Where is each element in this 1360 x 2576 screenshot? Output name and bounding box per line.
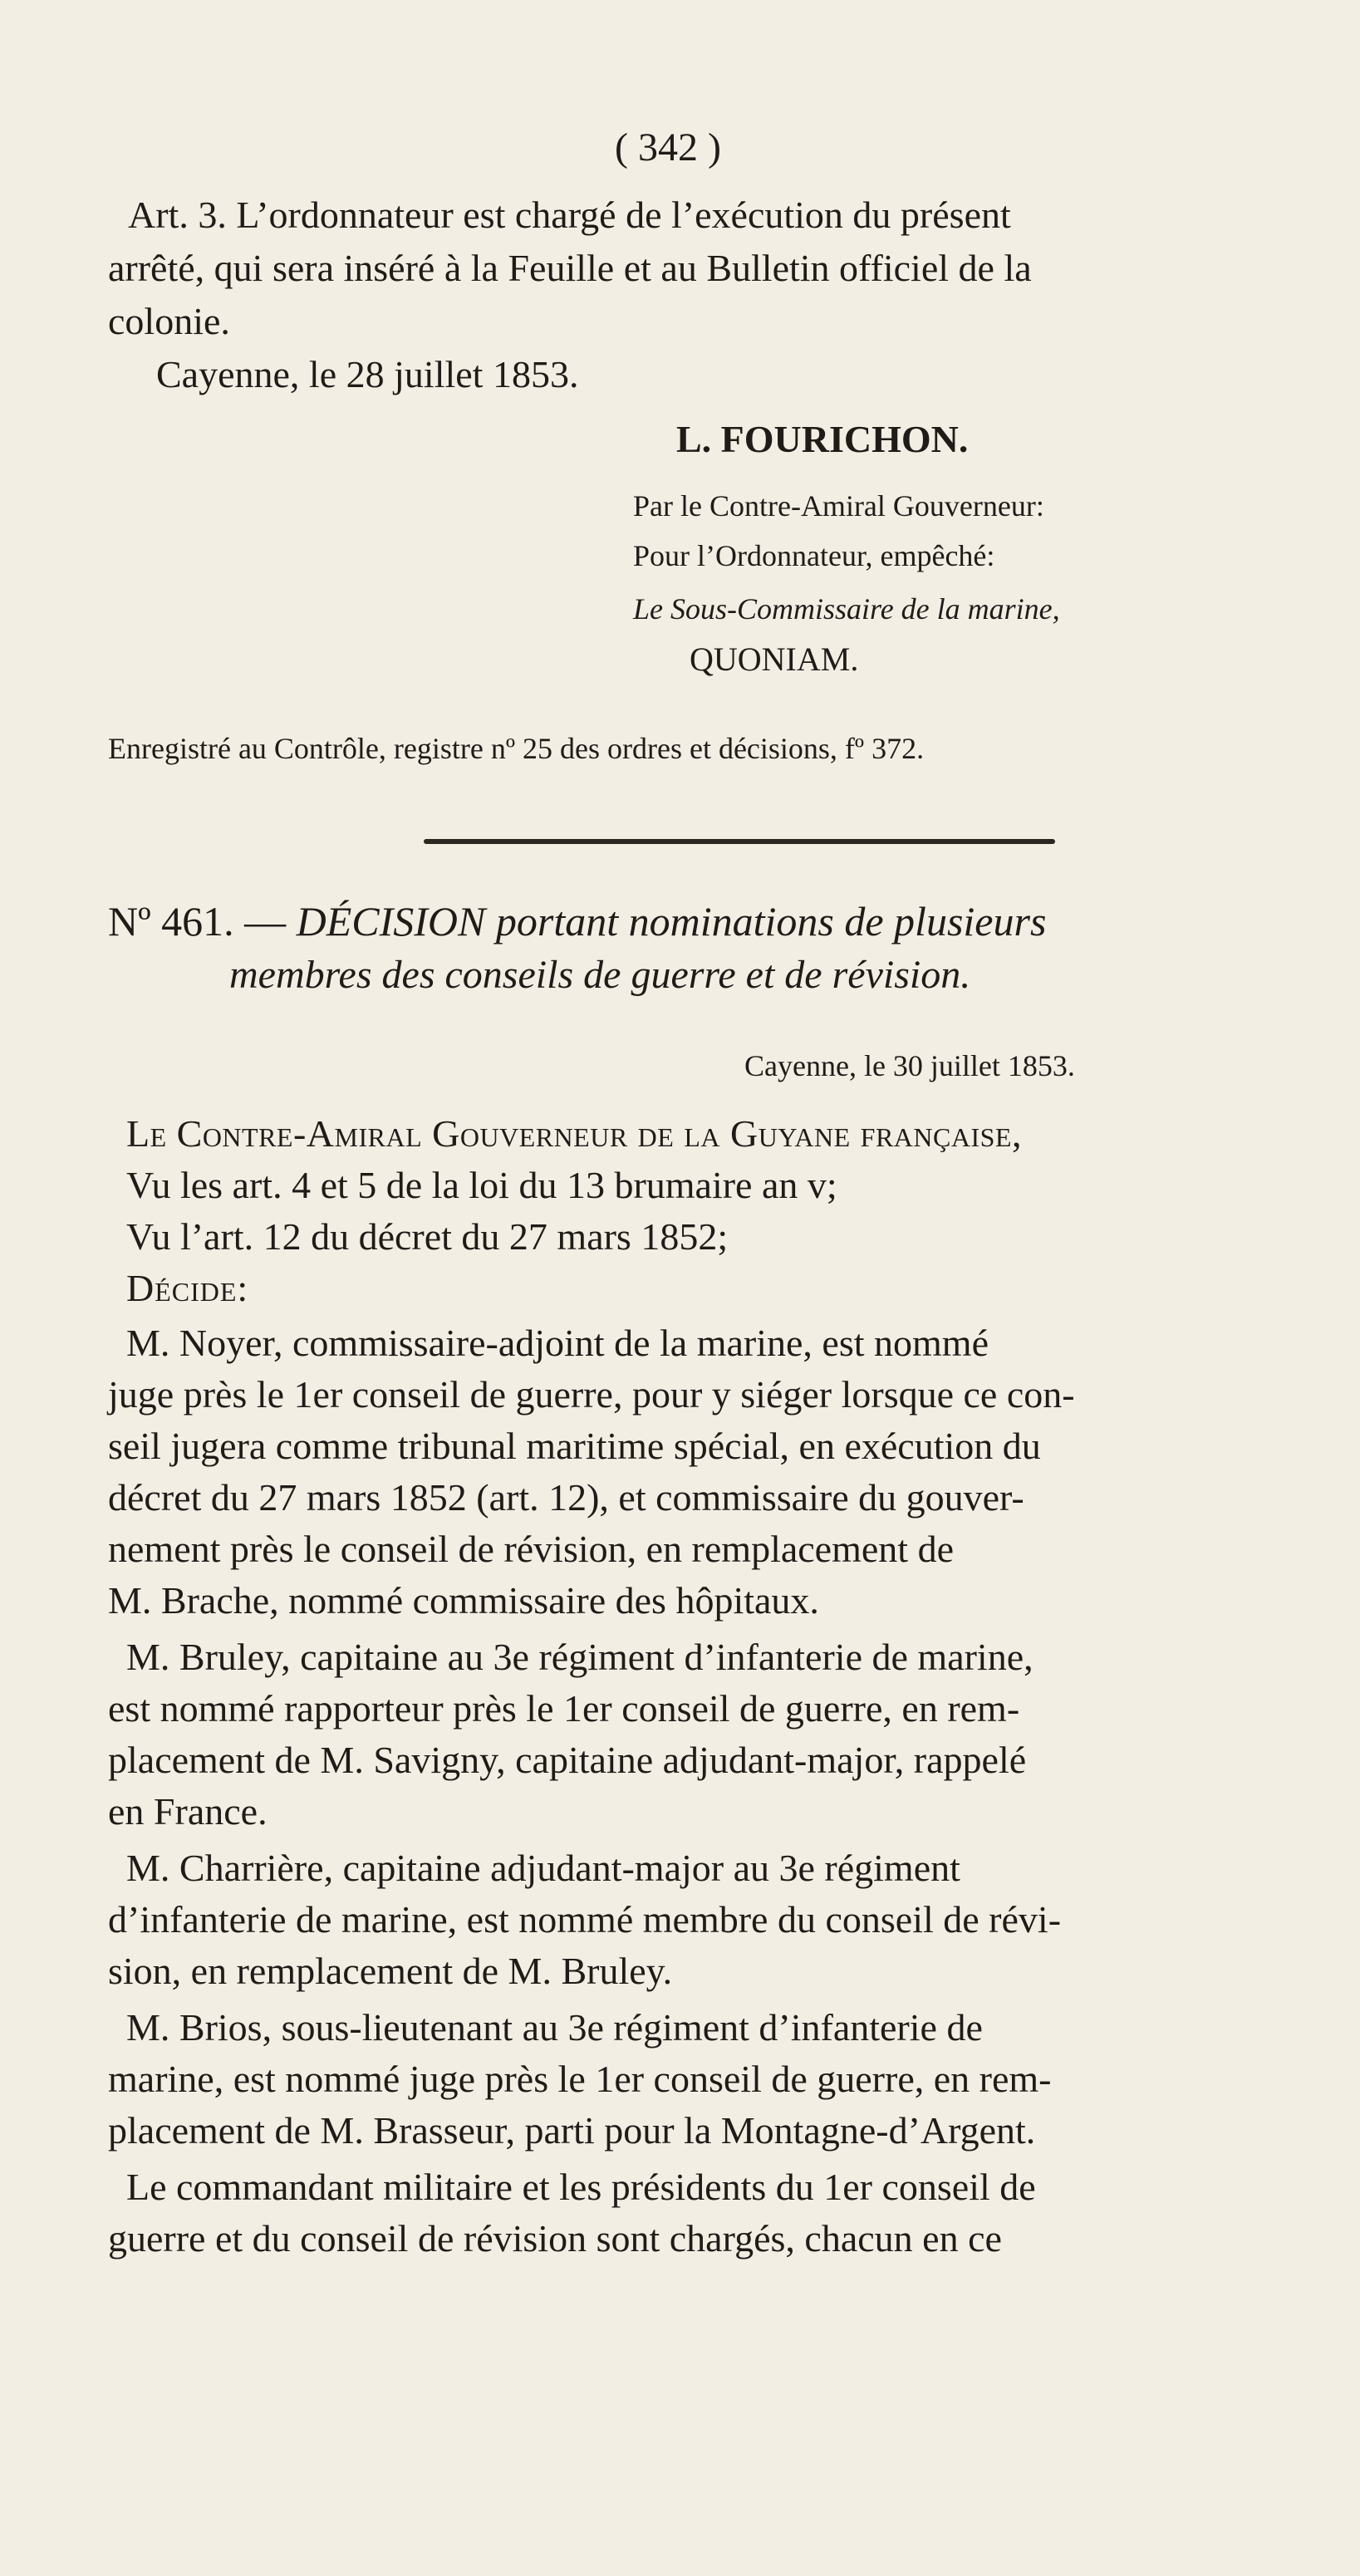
final-line-1: Le commandant militaire et les présidents du 1er conseil de: [126, 2166, 1036, 2208]
decision-date: Cayenne, le 30 juillet 1853.: [744, 1049, 1075, 1082]
noyer-line-3: seil jugera comme tribunal maritime spécial, en exécution du: [108, 1425, 1041, 1467]
noyer-line-4: décret du 27 mars 1852 (art. 12), et commissaire du gouver-: [108, 1476, 1024, 1519]
noyer-line-1: M. Noyer, commissaire-adjoint de la marine, est nommé: [126, 1322, 989, 1364]
noyer-line-2: juge près le 1er conseil de guerre, pour y siéger lorsque ce con-: [108, 1373, 1075, 1416]
signature-title: Le Sous-Commissaire de la marine,: [633, 592, 1060, 626]
brios-line-3: placement de M. Brasseur, parti pour la Montagne-d’Argent.: [108, 2109, 1036, 2152]
bruley-line-1: M. Bruley, capitaine au 3e régiment d’infanterie de marine,: [126, 1636, 1034, 1678]
vu-line-2: Vu l’art. 12 du décret du 27 mars 1852;: [126, 1215, 729, 1258]
decision-title: DÉCISION portant nominations de plusieurs: [296, 898, 1047, 945]
registration-note: Enregistré au Contrôle, registre nº 25 des ordres et décisions, fº 372.: [108, 732, 925, 765]
place-date: Cayenne, le 28 juillet 1853.: [156, 353, 579, 395]
bruley-line-4: en France.: [108, 1790, 268, 1833]
brios-line-2: marine, est nommé juge près le 1er conseil de guerre, en rem-: [108, 2058, 1052, 2100]
final-line-2: guerre et du conseil de révision sont chargés, chacun en ce: [108, 2217, 1002, 2260]
article-line-1: Art. 3. L’ordonnateur est chargé de l’exécution du présent: [128, 194, 1011, 236]
signature-name: L. FOURICHON.: [676, 418, 969, 460]
page-number: ( 342 ): [615, 125, 721, 169]
signature-by-line: Par le Contre-Amiral Gouverneur:: [633, 489, 1044, 523]
decide-heading: Décide:: [126, 1267, 249, 1309]
charriere-line-1: M. Charrière, capitaine adjudant-major au 3e régiment: [126, 1847, 960, 1889]
decision-title-line-2: membres des conseils de guerre et de révision.: [229, 953, 971, 997]
bruley-line-2: est nommé rapporteur près le 1er conseil de guerre, en rem-: [108, 1687, 1020, 1730]
section-divider: [424, 839, 1055, 844]
article-line-3: colonie.: [108, 300, 230, 342]
charriere-line-2: d’infanterie de marine, est nommé membre du conseil de révi-: [108, 1898, 1062, 1941]
decision-number: Nº 461. —: [108, 898, 297, 945]
decision-intro: Le Contre-Amiral Gouverneur de la Guyane française,: [126, 1112, 1022, 1155]
signature-for-line: Pour l’Ordonnateur, empêché:: [633, 539, 995, 572]
noyer-line-5: nement près le conseil de révision, en remplacement de: [108, 1528, 954, 1570]
decision-title-line-1: [108, 897, 1046, 945]
brios-line-1: M. Brios, sous-lieutenant au 3e régiment d’infanterie de: [126, 2006, 983, 2049]
charriere-line-3: sion, en remplacement de M. Bruley.: [108, 1950, 673, 1992]
signature-signer: QUONIAM.: [690, 640, 859, 678]
article-line-2: arrêté, qui sera inséré à la Feuille et au Bulletin officiel de la: [108, 247, 1032, 289]
vu-line-1: Vu les art. 4 et 5 de la loi du 13 brumaire an v;: [126, 1164, 837, 1206]
bruley-line-3: placement de M. Savigny, capitaine adjudant-major, rappelé: [108, 1739, 1027, 1781]
noyer-line-6: M. Brache, nommé commissaire des hôpitaux.: [108, 1579, 819, 1622]
